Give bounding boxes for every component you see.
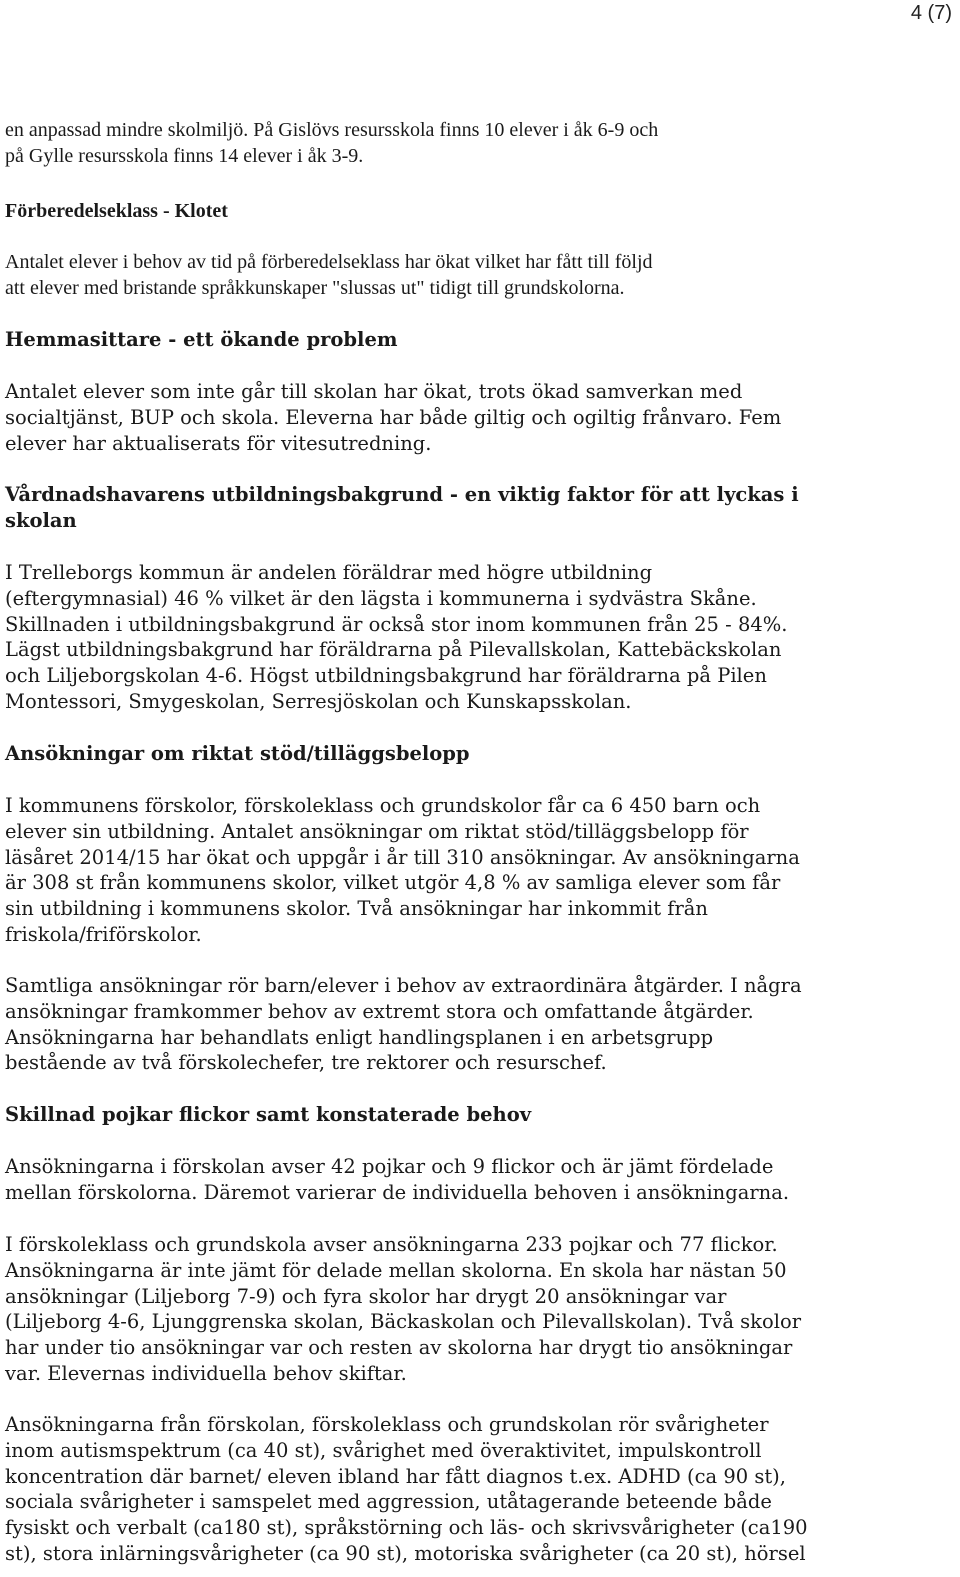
text-line: och Liljeborgskolan 4-6. Högst utbildningsbakgrund har föräldrarna på Pilen <box>5 664 767 688</box>
text-line: Ansökningarna i förskolan avser 42 pojkar och 9 flickor och är jämt fördelade <box>5 1155 774 1178</box>
section-heading: Ansökningar om riktat stöd/tilläggsbelopp <box>5 742 470 765</box>
text-line: koncentration där barnet/ eleven ibland har fått diagnos t.ex. ADHD (ca 90 st), <box>5 1464 786 1488</box>
text-line: elever sin utbildning. Antalet ansökningar om riktat stöd/tilläggsbelopp för <box>5 819 749 843</box>
section-forberedelseklass <box>5 199 955 225</box>
paragraph <box>5 793 955 948</box>
section-heading: skolan <box>5 508 77 532</box>
text-line: Ansökningarna från förskolan, förskoleklass och grundskolan rör svårigheter <box>5 1413 769 1436</box>
text-line: st), stora inlärningsvårigheter (ca 90 st), motoriska svårigheter (ca 20 st), hörsel <box>5 1541 806 1565</box>
text-line: elever har aktualiserats för vitesutredning. <box>5 431 432 455</box>
paragraph <box>5 1412 955 1567</box>
text-line: (eftergymnasial) 46 % vilket är den lägsta i kommunerna i sydvästra Skåne. <box>5 586 757 610</box>
text-line: ansökningar (Liljeborg 7-9) och fyra skolor har drygt 20 ansökningar var <box>5 1284 727 1308</box>
section-vardnadshavare <box>5 482 955 534</box>
text-line: Samtliga ansökningar rör barn/elever i behov av extraordinära åtgärder. I några <box>5 974 802 997</box>
section-ansokningar <box>5 741 955 767</box>
section-hemmasittare <box>5 327 955 353</box>
text-line: Ansökningarna har behandlats enligt handlingsplanen i en arbetsgrupp <box>5 1025 714 1049</box>
page-number: 4 (7) <box>910 2 952 24</box>
paragraph <box>5 250 955 302</box>
section-heading: Förberedelseklass - Klotet <box>5 200 228 222</box>
text-line: I kommunens förskolor, förskoleklass och grundskolor får ca 6 450 barn och <box>5 794 761 817</box>
text-line: bestående av två förskolechefer, tre rektorer och resurschef. <box>5 1051 607 1075</box>
text-line: är 308 st från kommunens skolor, vilket utgör 4,8 % av samliga elever som får <box>5 871 781 895</box>
text-line: ansökningar framkommer behov av extremt stora och omfattande åtgärder. <box>5 999 754 1023</box>
paragraph <box>5 379 955 456</box>
text-line: inom autismspektrum (ca 40 st), svårighet med överaktivitet, impulskontroll <box>5 1438 762 1462</box>
text-line: (Liljeborg 4-6, Ljunggrenska skolan, Bäckaskolan och Pilevallskolan). Två skolor <box>5 1310 802 1334</box>
text-line: Antalet elever som inte går till skolan har ökat, trots ökad samverkan med <box>5 380 743 403</box>
text-line: på Gylle resursskola finns 14 elever i åk 3-9. <box>5 144 364 167</box>
section-skillnad <box>5 1102 955 1128</box>
text-line: att elever med bristande språkkunskaper "slussas ut" tidigt till grundskolorna. <box>5 276 625 299</box>
section-heading: Hemmasittare - ett ökande problem <box>5 328 398 351</box>
text-line: socialtjänst, BUP och skola. Eleverna har både giltig och ogiltig frånvaro. Fem <box>5 405 782 429</box>
text-line: mellan förskolorna. Däremot varierar de individuella behoven i ansökningarna. <box>5 1180 790 1204</box>
paragraph <box>5 1232 955 1387</box>
intro-paragraph <box>5 118 955 170</box>
text-line: en anpassad mindre skolmiljö. På Gislövs resursskola finns 10 elever i åk 6-9 och <box>5 119 659 141</box>
text-line: I förskoleklass och grundskola avser ansökningarna 233 pojkar och 77 flickor. <box>5 1233 778 1256</box>
text-line: Montessori, Smygeskolan, Serresjöskolan och Kunskapsskolan. <box>5 689 632 713</box>
text-line: Ansökningarna är inte jämt för delade mellan skolorna. En skola har nästan 50 <box>5 1258 787 1282</box>
section-heading: Skillnad pojkar flickor samt konstaterade behov <box>5 1103 532 1126</box>
text-line: friskola/friförskolor. <box>5 922 202 946</box>
text-line: var. Elevernas individuella behov skiftar. <box>5 1361 407 1385</box>
text-line: sociala svårigheter i samspelet med aggression, utåtagerande beteende både <box>5 1490 772 1514</box>
text-line: Skillnaden i utbildningsbakgrund är också stor inom kommunen från 25 - 84%. <box>5 612 788 636</box>
section-heading: Vårdnadshavarens utbildningsbakgrund - en viktig faktor för att lyckas i <box>5 483 799 506</box>
text-line: I Trelleborgs kommun är andelen föräldrar med högre utbildning <box>5 561 653 584</box>
text-line: Antalet elever i behov av tid på förberedelseklass har ökat vilket har fått till följd <box>5 251 653 273</box>
text-line: Lägst utbildningsbakgrund har föräldrarna på Pilevallskolan, Kattebäckskolan <box>5 638 782 662</box>
paragraph <box>5 973 955 1076</box>
paragraph <box>5 1154 955 1206</box>
paragraph <box>5 560 955 715</box>
text-line: fysiskt och verbalt (ca180 st), språkstörning och läs- och skrivsvårigheter (ca190 <box>5 1516 808 1540</box>
text-line: har under tio ansökningar var och resten av skolorna har drygt tio ansökningar <box>5 1336 793 1360</box>
text-line: sin utbildning i kommunens skolor. Två ansökningar har inkommit från <box>5 897 708 921</box>
text-line: läsåret 2014/15 har ökat och uppgår i år till 310 ansökningar. Av ansökningarna <box>5 845 800 869</box>
